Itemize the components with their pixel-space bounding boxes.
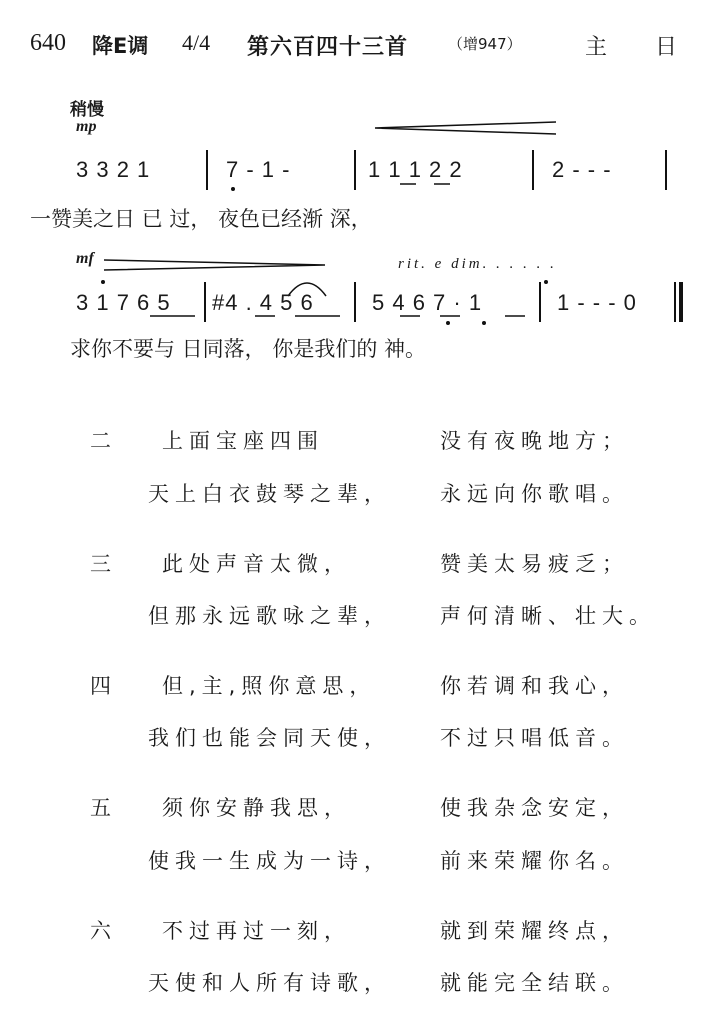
verse-line: 上面宝座四围 [162,429,324,453]
verse-line: 就到荣耀终点， [440,919,629,943]
verse-line: 不过只唱低音。 [440,726,629,750]
verse-number: 三 [90,552,111,576]
verse-number: 四 [90,674,111,698]
verse-number: 二 [90,429,111,453]
notes-measure-8: 1 - - - 0 [557,290,637,315]
verse-line: 但,主,照你意思， [162,674,377,698]
verse-line: 你若调和我心， [440,674,629,698]
verse-line: 但那永远歌咏之辈， [148,604,391,628]
verse-number: 五 [90,796,111,820]
dynamic-mp: mp [76,118,97,135]
notes-measure-4: 2 - - - [552,157,612,182]
verse-line: 我们也能会同天使， [148,726,391,750]
notes-measure-5: 3 1 7 6 5 [76,290,171,315]
verse-line: 永远向你歌唱。 [440,482,629,506]
notes-measure-2: 7 - 1 - [226,157,291,182]
notes-measure-1: 3 3 2 1 [76,157,151,182]
supplement-number: （增947） [448,35,522,53]
notes-measure-6: #4 . 4 5 6 [212,290,314,315]
verse-number: 六 [90,919,111,943]
lyrics-line-2: 求你不要与 日同落， 你是我们的 神。 [70,337,427,361]
verse-line: 前来荣耀你名。 [440,849,629,873]
verse-line: 没有夜晚地方； [440,429,629,453]
hymn-title: 第六百四十三首 [247,35,409,60]
verse-line: 使我一生成为一诗， [148,849,391,873]
verse-line: 天使和人所有诗歌， [148,971,391,995]
verse-line: 声何清晰、壮大。 [440,604,656,628]
verse-line: 就能完全结联。 [440,971,629,995]
verse-line: 赞美太易疲乏； [440,552,629,576]
hymn-number: 640 [30,30,66,56]
lyrics-line-1: 一赞美之日 已 过， 夜色已经渐 深， [30,207,372,231]
time-signature: 4/4 [182,30,211,55]
verse-line: 此处声音太微， [162,552,351,576]
hymn-category: 主日 [585,35,725,60]
key-signature: 降E调 [92,34,149,58]
verse-line: 使我杂念安定， [440,796,629,820]
tempo-marking: 稍慢 [70,100,104,120]
verse-line: 须你安静我思， [162,796,351,820]
verse-line: 天上白衣鼓琴之辈， [148,482,391,506]
notes-measure-7: 5 4 6 7 · 1 [372,290,483,315]
verse-line: 不过再过一刻， [162,919,351,943]
expression-rit-dim: rit. e dim. . . . . . [398,256,557,272]
notes-measure-3: 1 1 1 2 2 [368,157,463,182]
dynamic-mf: mf [76,250,94,267]
